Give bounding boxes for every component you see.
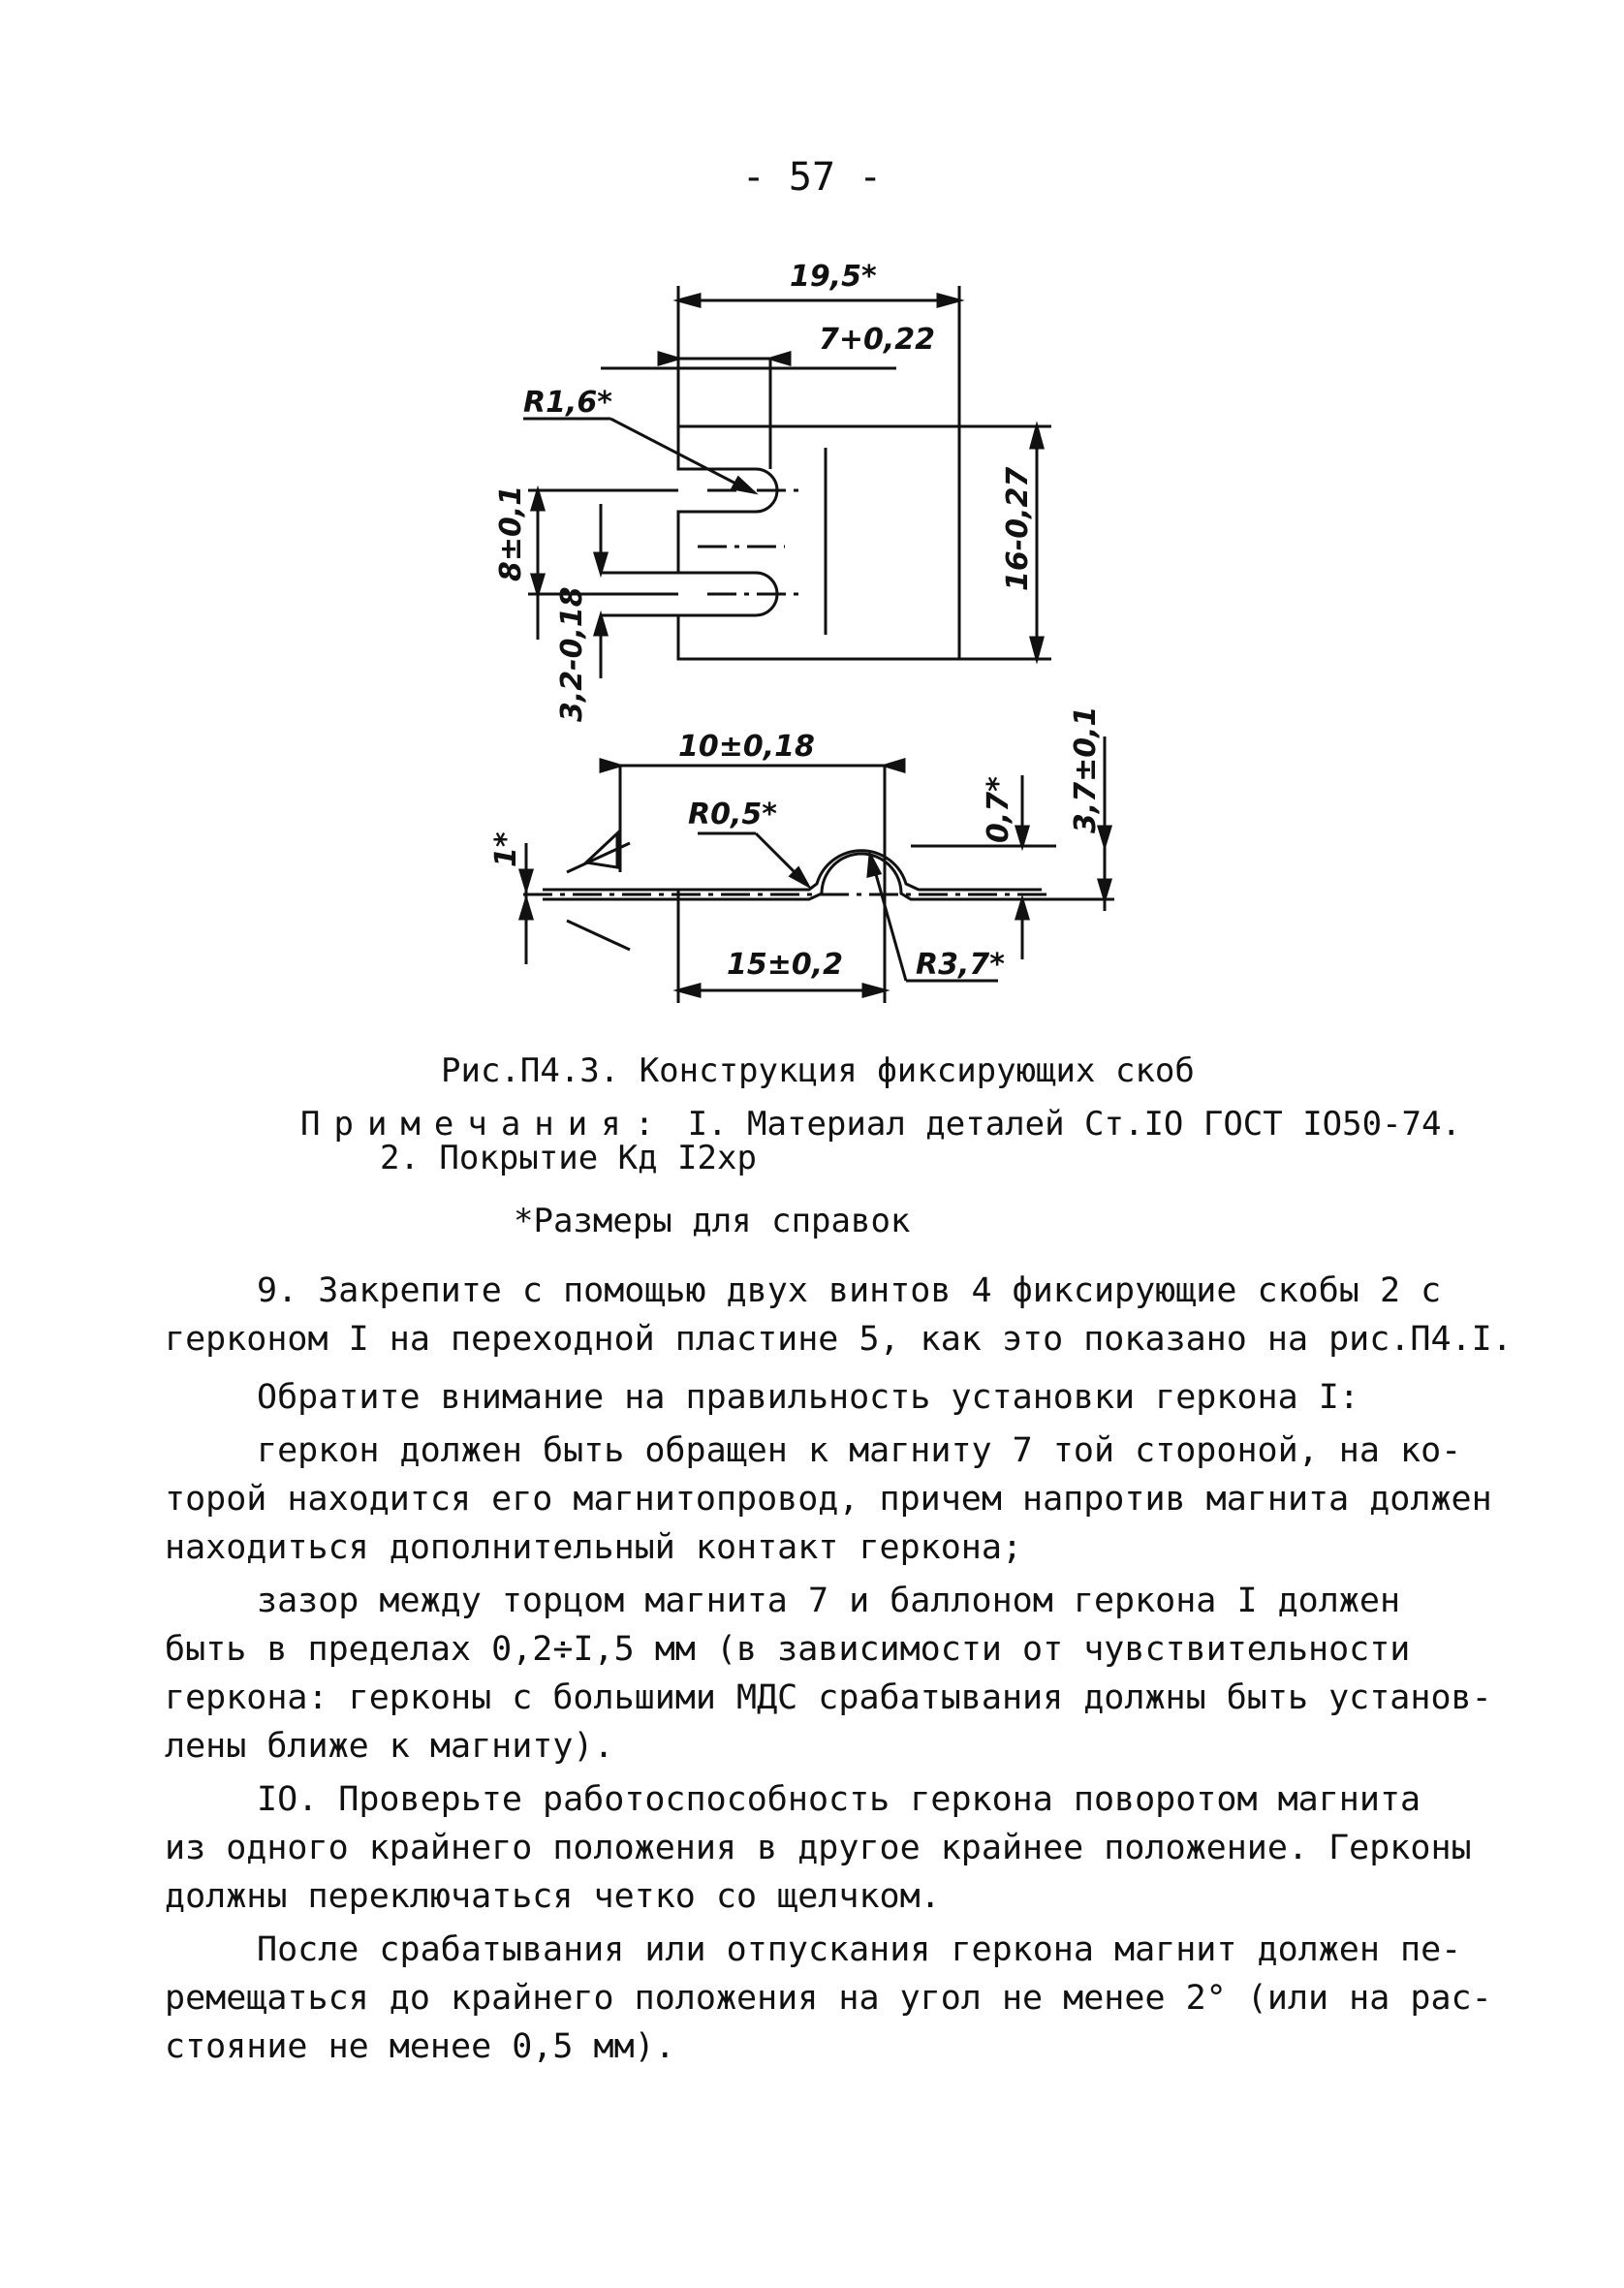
reference-note: *Размеры для справок <box>514 1202 911 1240</box>
body-line: находиться дополнительный контакт геркона; <box>165 1528 1023 1567</box>
dim-thickness: 1* <box>489 831 523 867</box>
body-line: должны переключаться четко со щелчком. <box>165 1877 941 1916</box>
body-line: торой находится его магнитопровод, причем напротив магнита должен <box>165 1480 1492 1519</box>
dim-base-length: 15±0,2 <box>727 948 844 982</box>
notes-line-1 <box>300 1105 1461 1144</box>
body-line: быть в пределах 0,2÷I,5 мм (в зависимости от чувствительности <box>165 1630 1411 1669</box>
dim-height: 16-0,27 <box>1001 466 1035 591</box>
body-line: из одного крайнего положения в другое крайнее положение. Герконы <box>165 1829 1472 1867</box>
bracket-drawing <box>0 0 1624 1047</box>
dim-bump-height: 0,7* <box>982 776 1015 843</box>
body-line: Обратите внимание на правильность установки геркона I: <box>257 1378 1359 1417</box>
body-line: лены ближе к магниту). <box>165 1727 614 1766</box>
dim-radius-small: R0,5* <box>688 798 777 831</box>
note-2: 2. Покрытие Кд I2хр <box>380 1139 757 1177</box>
note-1: I. Материал деталей Ст.IO ГОСТ IO50-74. <box>668 1105 1461 1144</box>
body-line: 9. Закрепите с помощью двух винтов 4 фиксирующие скобы 2 с <box>257 1271 1442 1310</box>
dim-total-height: 3,7±0,1 <box>1069 705 1103 833</box>
dim-width: 19,5* <box>790 260 877 294</box>
body-line: стояние не менее 0,5 мм). <box>165 2027 675 2066</box>
dim-radius-large: R3,7* <box>916 948 1005 982</box>
notes-heading: Примечания: <box>300 1105 669 1144</box>
dim-slot-pitch: 8±0,1 <box>494 485 528 581</box>
body-line: После срабатывания или отпускания геркона магнит должен пе- <box>257 1930 1462 1969</box>
body-line: геркон должен быть обращен к магниту 7 той стороной, на ко- <box>257 1431 1462 1470</box>
figure-caption: Рис.П4.3. Конструкция фиксирующих скоб <box>441 1051 1195 1090</box>
body-line: IO. Проверьте работоспособность геркона поворотом магнита <box>257 1780 1421 1819</box>
dim-slot-width: 7+0,22 <box>819 323 936 357</box>
dim-bottom-width: 10±0,18 <box>678 730 815 764</box>
page-number: - 57 - <box>741 155 883 200</box>
body-line: зазор между торцом магнита 7 и баллоном геркона I должен <box>257 1582 1401 1620</box>
body-line: ремещаться до крайнего положения на угол не менее 2° (или на рас- <box>165 1979 1492 2018</box>
dim-tab-height: 3,2-0,18 <box>555 586 589 722</box>
body-line: герконом I на переходной пластине 5, как это показано на рис.П4.I. <box>165 1320 1513 1359</box>
dim-radius-top: R1,6* <box>523 386 612 420</box>
body-line: геркона: герконы с большими МДС срабатывания должны быть установ- <box>165 1678 1492 1717</box>
